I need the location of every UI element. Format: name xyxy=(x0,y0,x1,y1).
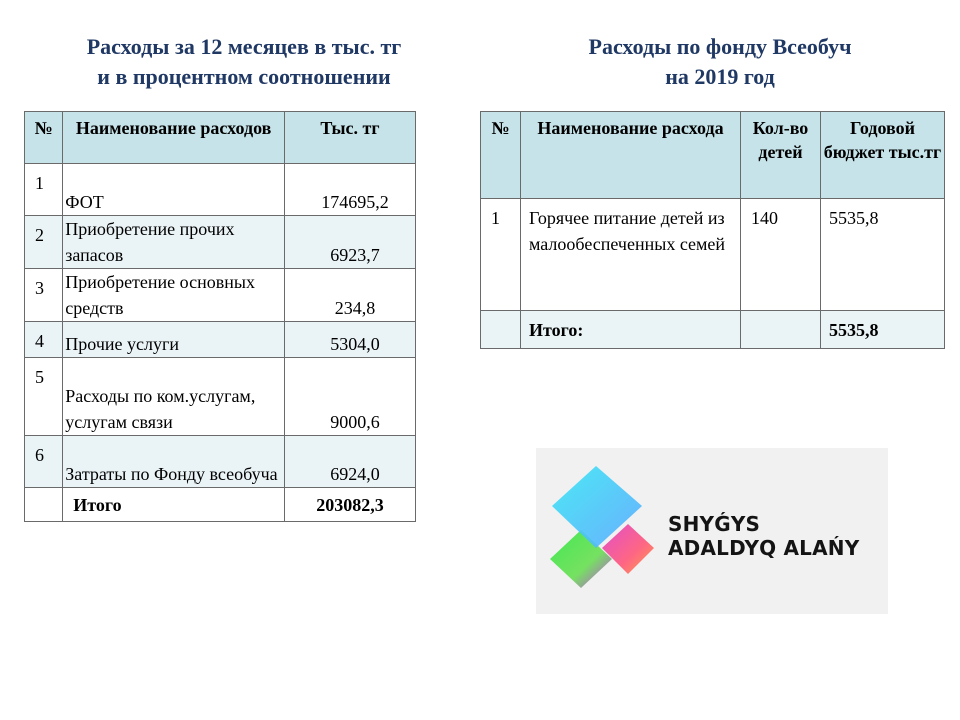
header-amount: Тыс. тг xyxy=(284,112,415,164)
table-row xyxy=(25,436,416,488)
row-num: 4 xyxy=(25,322,63,358)
fund-row-children: 140 xyxy=(741,199,821,311)
table-row xyxy=(25,216,416,269)
fund-row-budget: 5535,8 xyxy=(821,199,945,311)
fund-header-num: № xyxy=(481,112,521,199)
table-row xyxy=(25,358,416,436)
row-amount: 5304,0 xyxy=(284,322,415,358)
header-name: Наименование расходов xyxy=(63,112,285,164)
row-name: Затраты по Фонду всеобуча xyxy=(63,436,285,488)
fund-total-label: Итого: xyxy=(521,311,741,349)
total-row xyxy=(25,488,416,522)
row-amount: 6923,7 xyxy=(284,216,415,269)
row-num: 2 xyxy=(25,216,63,269)
total-label: Итого xyxy=(63,488,285,522)
row-name: Приобретение прочих запасов xyxy=(63,216,285,269)
total-num xyxy=(25,488,63,522)
fund-row-num: 1 xyxy=(481,199,521,311)
row-amount: 234,8 xyxy=(284,269,415,322)
table-row xyxy=(481,199,945,311)
expenses-header-row xyxy=(25,112,416,164)
fund-total-budget: 5535,8 xyxy=(821,311,945,349)
logo-line2: ADALDYQ ALAŃY xyxy=(668,536,860,560)
row-name: Расходы по ком.услугам, услугам связи xyxy=(63,358,285,436)
fund-total-children xyxy=(741,311,821,349)
row-name: Приобретение основных средств xyxy=(63,269,285,322)
expenses-title xyxy=(24,32,464,92)
fund-title-line1: Расходы по фонду Всеобуч xyxy=(588,34,852,59)
table-row xyxy=(25,164,416,216)
fund-table xyxy=(480,111,945,349)
row-amount: 9000,6 xyxy=(284,358,415,436)
row-num: 5 xyxy=(25,358,63,436)
fund-title-line2: на 2019 год xyxy=(665,64,775,89)
row-num: 6 xyxy=(25,436,63,488)
expenses-title-line1: Расходы за 12 месяцев в тыс. тг xyxy=(86,34,402,59)
table-row xyxy=(25,322,416,358)
fund-header-budget: Годовой бюджет тыс.тг xyxy=(821,112,945,199)
row-name: ФОТ xyxy=(63,164,285,216)
fund-title xyxy=(500,32,940,92)
row-amount: 174695,2 xyxy=(284,164,415,216)
row-num: 1 xyxy=(25,164,63,216)
fund-header-children: Кол-во детей xyxy=(741,112,821,199)
row-amount: 6924,0 xyxy=(284,436,415,488)
logo-line1: SHYǴYS xyxy=(668,512,761,536)
organization-logo xyxy=(536,448,888,614)
logo-wordmark xyxy=(668,512,859,560)
table-row xyxy=(25,269,416,322)
total-amount: 203082,3 xyxy=(284,488,415,522)
fund-row-name: Горячее питание детей из малообеспеченных семей xyxy=(521,199,741,311)
fund-header-row xyxy=(481,112,945,199)
fund-header-name: Наименование расхода xyxy=(521,112,741,199)
expenses-title-line2: и в процентном соотношении xyxy=(97,64,391,89)
expenses-table xyxy=(24,111,416,522)
header-num: № xyxy=(25,112,63,164)
row-name: Прочие услуги xyxy=(63,322,285,358)
fund-total-row xyxy=(481,311,945,349)
row-num: 3 xyxy=(25,269,63,322)
fund-total-num xyxy=(481,311,521,349)
